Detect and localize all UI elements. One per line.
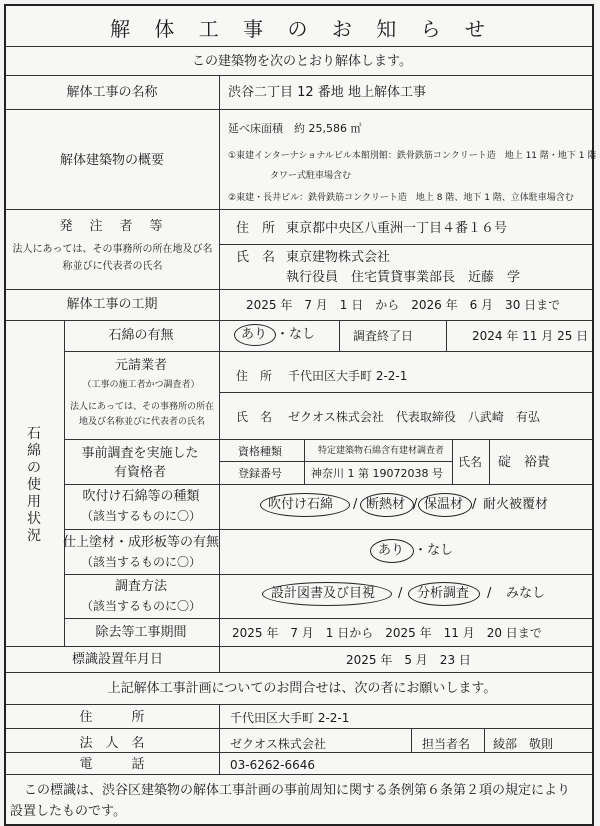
building-2-desc: ②東建・長井ビル：鉄骨鉄筋コンクリート造 地上 8 階、地下 1 階、立体駐車場含む [228,193,574,203]
column-divider [219,320,220,646]
column-divider [452,439,453,484]
method-opt-3: みなし [506,586,546,601]
qual-type: 特定建築物石綿含有建材調査者 [318,446,445,456]
removal-period: 2025 年 7 月 1 日から 2025 年 11 月 20 日まで [232,626,542,640]
spray-label: 吹付け石綿等の種類 [82,489,200,504]
contractor-name-label: 氏 名 [236,410,273,424]
spray-opt-1: 吹付け石綿 [268,497,334,512]
method-opt-1: 設計図書及び目視 [271,586,376,601]
inquiry-person: 綾部 敬則 [493,737,554,751]
reg-no: 神奈川 1 第 19072038 号 [311,467,443,480]
inquiry-address-label: 住 所 [79,710,145,725]
client-name-label: 氏 名 [236,250,276,265]
client-label: 発 注 者 等 [59,219,165,234]
asbestos-side-label: 石綿の使用状況 [27,426,41,544]
overview-label: 解体建築物の概要 [59,153,165,168]
qual-type-label: 資格種類 [238,445,282,458]
spray-opt-4: 耐火被覆材 [483,497,549,512]
column-divider [446,320,447,351]
divider [6,109,592,110]
person-name: 碇 裕貴 [498,455,551,470]
column-divider [219,75,220,320]
inquiry-person-label: 担当者名 [422,737,471,751]
column-divider [484,728,485,752]
finish-yes: あり [378,543,405,558]
column-divider [64,320,65,646]
divider [64,529,592,530]
divider [6,774,592,775]
building-1-note: タワー式駐車場含む [270,171,352,181]
contractor-note: 法人にあっては、その事務所の所在地及び名称並びに代表者の氏名 [70,402,214,427]
person-name-label: 氏名 [458,455,483,469]
contractor-name: ゼクオス株式会社 代表取締役 八武崎 有弘 [288,410,540,424]
divider [6,289,592,290]
removal-label: 除去等工事期間 [95,625,187,640]
inquiry-corp: ゼクオス株式会社 [230,737,326,751]
subtitle: この建築物を次のとおり解体します。 [192,54,412,69]
divider [64,574,592,575]
contractor-address: 千代田区大手町 2-2-1 [288,369,408,383]
column-divider [219,704,220,774]
client-representative: 執行役員 住宅賃貸事業部長 近藤 学 [286,270,521,285]
survey-end-label: 調査終了日 [353,329,414,343]
column-divider [411,728,412,752]
period-label: 解体工事の工期 [66,297,158,312]
divider [64,439,592,440]
building-1-desc: ①東建インターナショナルビル本館別館：鉄骨鉄筋コンクリート造 地上 11 階・地下 1 階 [228,151,597,161]
footer-line-1: この標識は、渋谷区建築物の解体工事計画の事前周知に関する条例第６条第２項の規定により [24,783,571,798]
client-address-label: 住 所 [236,221,276,236]
divider [219,392,592,393]
spray-sub: （該当するものに〇） [80,509,202,523]
footer-line-2: 設置したものです。 [10,804,126,819]
divider [219,461,452,462]
inquiry-phone: 03-6262-6646 [230,758,316,772]
divider [6,320,592,321]
floor-area: 延べ床面積 約 25,586 ㎡ [228,122,362,135]
qualified-label: 事前調査を実施した有資格者 [81,446,199,480]
presence-label: 石綿の有無 [108,328,174,343]
project-name-value: 渋谷二丁目 12 番地 地上解体工事 [228,85,426,100]
finish-no: ・なし [414,543,454,558]
presence-no: ・なし [276,327,316,342]
sign-date-label: 標識設置年月日 [72,652,164,667]
sign-date-value: 2025 年 5 月 23 日 [346,653,471,667]
divider [6,209,592,210]
contractor-sub: （工事の施工者かつ調査者） [82,380,200,390]
divider [219,244,592,245]
presence-yes: あり [241,327,268,342]
column-divider [489,439,490,484]
inquiry-intro: 上記解体工事計画についてのお問合せは、次の者にお願いします。 [107,681,497,696]
column-divider [339,320,340,351]
page-title: 解 体 工 事 の お 知 ら せ [110,17,494,41]
spray-opt-3: 保温材 [424,497,464,512]
project-name-label: 解体工事の名称 [66,85,158,100]
survey-end-date: 2024 年 11 月 25 日 [472,329,589,343]
finish-sub: （該当するものに〇） [80,555,202,569]
method-label: 調査方法 [114,579,168,594]
contractor-label: 元請業者 [114,358,168,373]
finish-label: 仕上塗材・成形板等の有無 [62,535,220,550]
contractor-address-label: 住 所 [236,369,273,383]
inquiry-address: 千代田区大手町 2-2-1 [230,711,350,725]
client-note: 法人にあっては、その事務所の所在地及び名称並びに代表者の氏名 [12,244,213,272]
divider [6,704,592,705]
divider [6,672,592,673]
divider [6,646,592,647]
divider [6,75,592,76]
period-value: 2025 年 7 月 1 日 から 2026 年 6 月 30 日まで [246,298,561,312]
notice-sheet: 解 体 工 事 の お 知 ら せ この建築物を次のとおり解体します。 解体工事の名称 渋谷二丁目 12 番地 地上解体工事 解体建築物の概要 延べ床面積 約 25,586 ㎡ ①東建インターナショナルビル本館別館：鉄骨鉄筋コンクリート造 地上 11 階・地下 1 階 タワー式駐車場含む ②東建・長井ビル：鉄骨鉄筋コンクリート造 地上 8 階、地下 1 階、立体駐車場含む 発 注 者 等 法人にあっては、その事務所の所在地及び名称並びに代表者の氏名 住 所 東京都中央区八重洲一丁目４番１６号 氏 名 東京建物株式会社 執行役員 住宅賃貸事業部長 近藤 学 解体工事の工期 2025 年 7 月 1 日 から 2026 年 6 月 30 日まで 石綿の使用状況 石綿の有無 あり ・なし 調査終了日 2024 年 11 月 25 日 元請業者 （工事の施工者かつ調査者） 法人にあっては、その事務所の所在地及び名称並びに代表者の氏名 住 所 千代田区大手町 2-2-1 氏 名 ゼクオス株式会社 代表取締役 八武崎 有弘 事前調査を実施した有資格者 資格種類 特定建築物石綿含有建材調査者 登録番号 神奈川 1 第 19072038 号 氏名 碇 裕貴 吹付け石綿等の種類 （該当するものに〇） 吹付け石綿 / 断熱材 / 保温材 / 耐火被覆材 仕上塗材・成形板等の有無 （該当するものに〇） あり ・なし 調査方法 （該当するものに〇） 設計図書及び目視 / 分析調査 / みなし 除去等工事期間 2025 年 7 月 1 日から 2025 年 11 月 20 日まで 標識設置年月日 2025 年 5 月 23 日 上記解体工事計画についてのお問合せは、次の者にお願いします。 住 所 千代田区大手町 2-2-1 法 人 名 ゼクオス株式会社 担当者名 綾部 敬則 電 話 03-6262-6646 この標識は、渋谷区建築物の解体工事計画の事前周知に関する条例第６条第２項の規定により 設置したものです。 [4,4,594,826]
spray-opt-2: 断熱材 [366,497,406,512]
reg-no-label: 登録番号 [238,467,282,480]
divider [64,484,592,485]
divider [64,618,592,619]
client-company: 東京建物株式会社 [286,250,391,265]
inquiry-phone-label: 電 話 [79,757,145,772]
divider [64,351,592,352]
column-divider [219,646,220,672]
client-address: 東京都中央区八重洲一丁目４番１６号 [286,221,508,236]
divider [6,752,592,753]
inquiry-corp-label: 法 人 名 [79,736,145,751]
method-sub: （該当するものに〇） [80,599,202,613]
method-opt-2: 分析調査 [417,586,470,601]
divider [6,46,592,47]
divider [6,728,592,729]
